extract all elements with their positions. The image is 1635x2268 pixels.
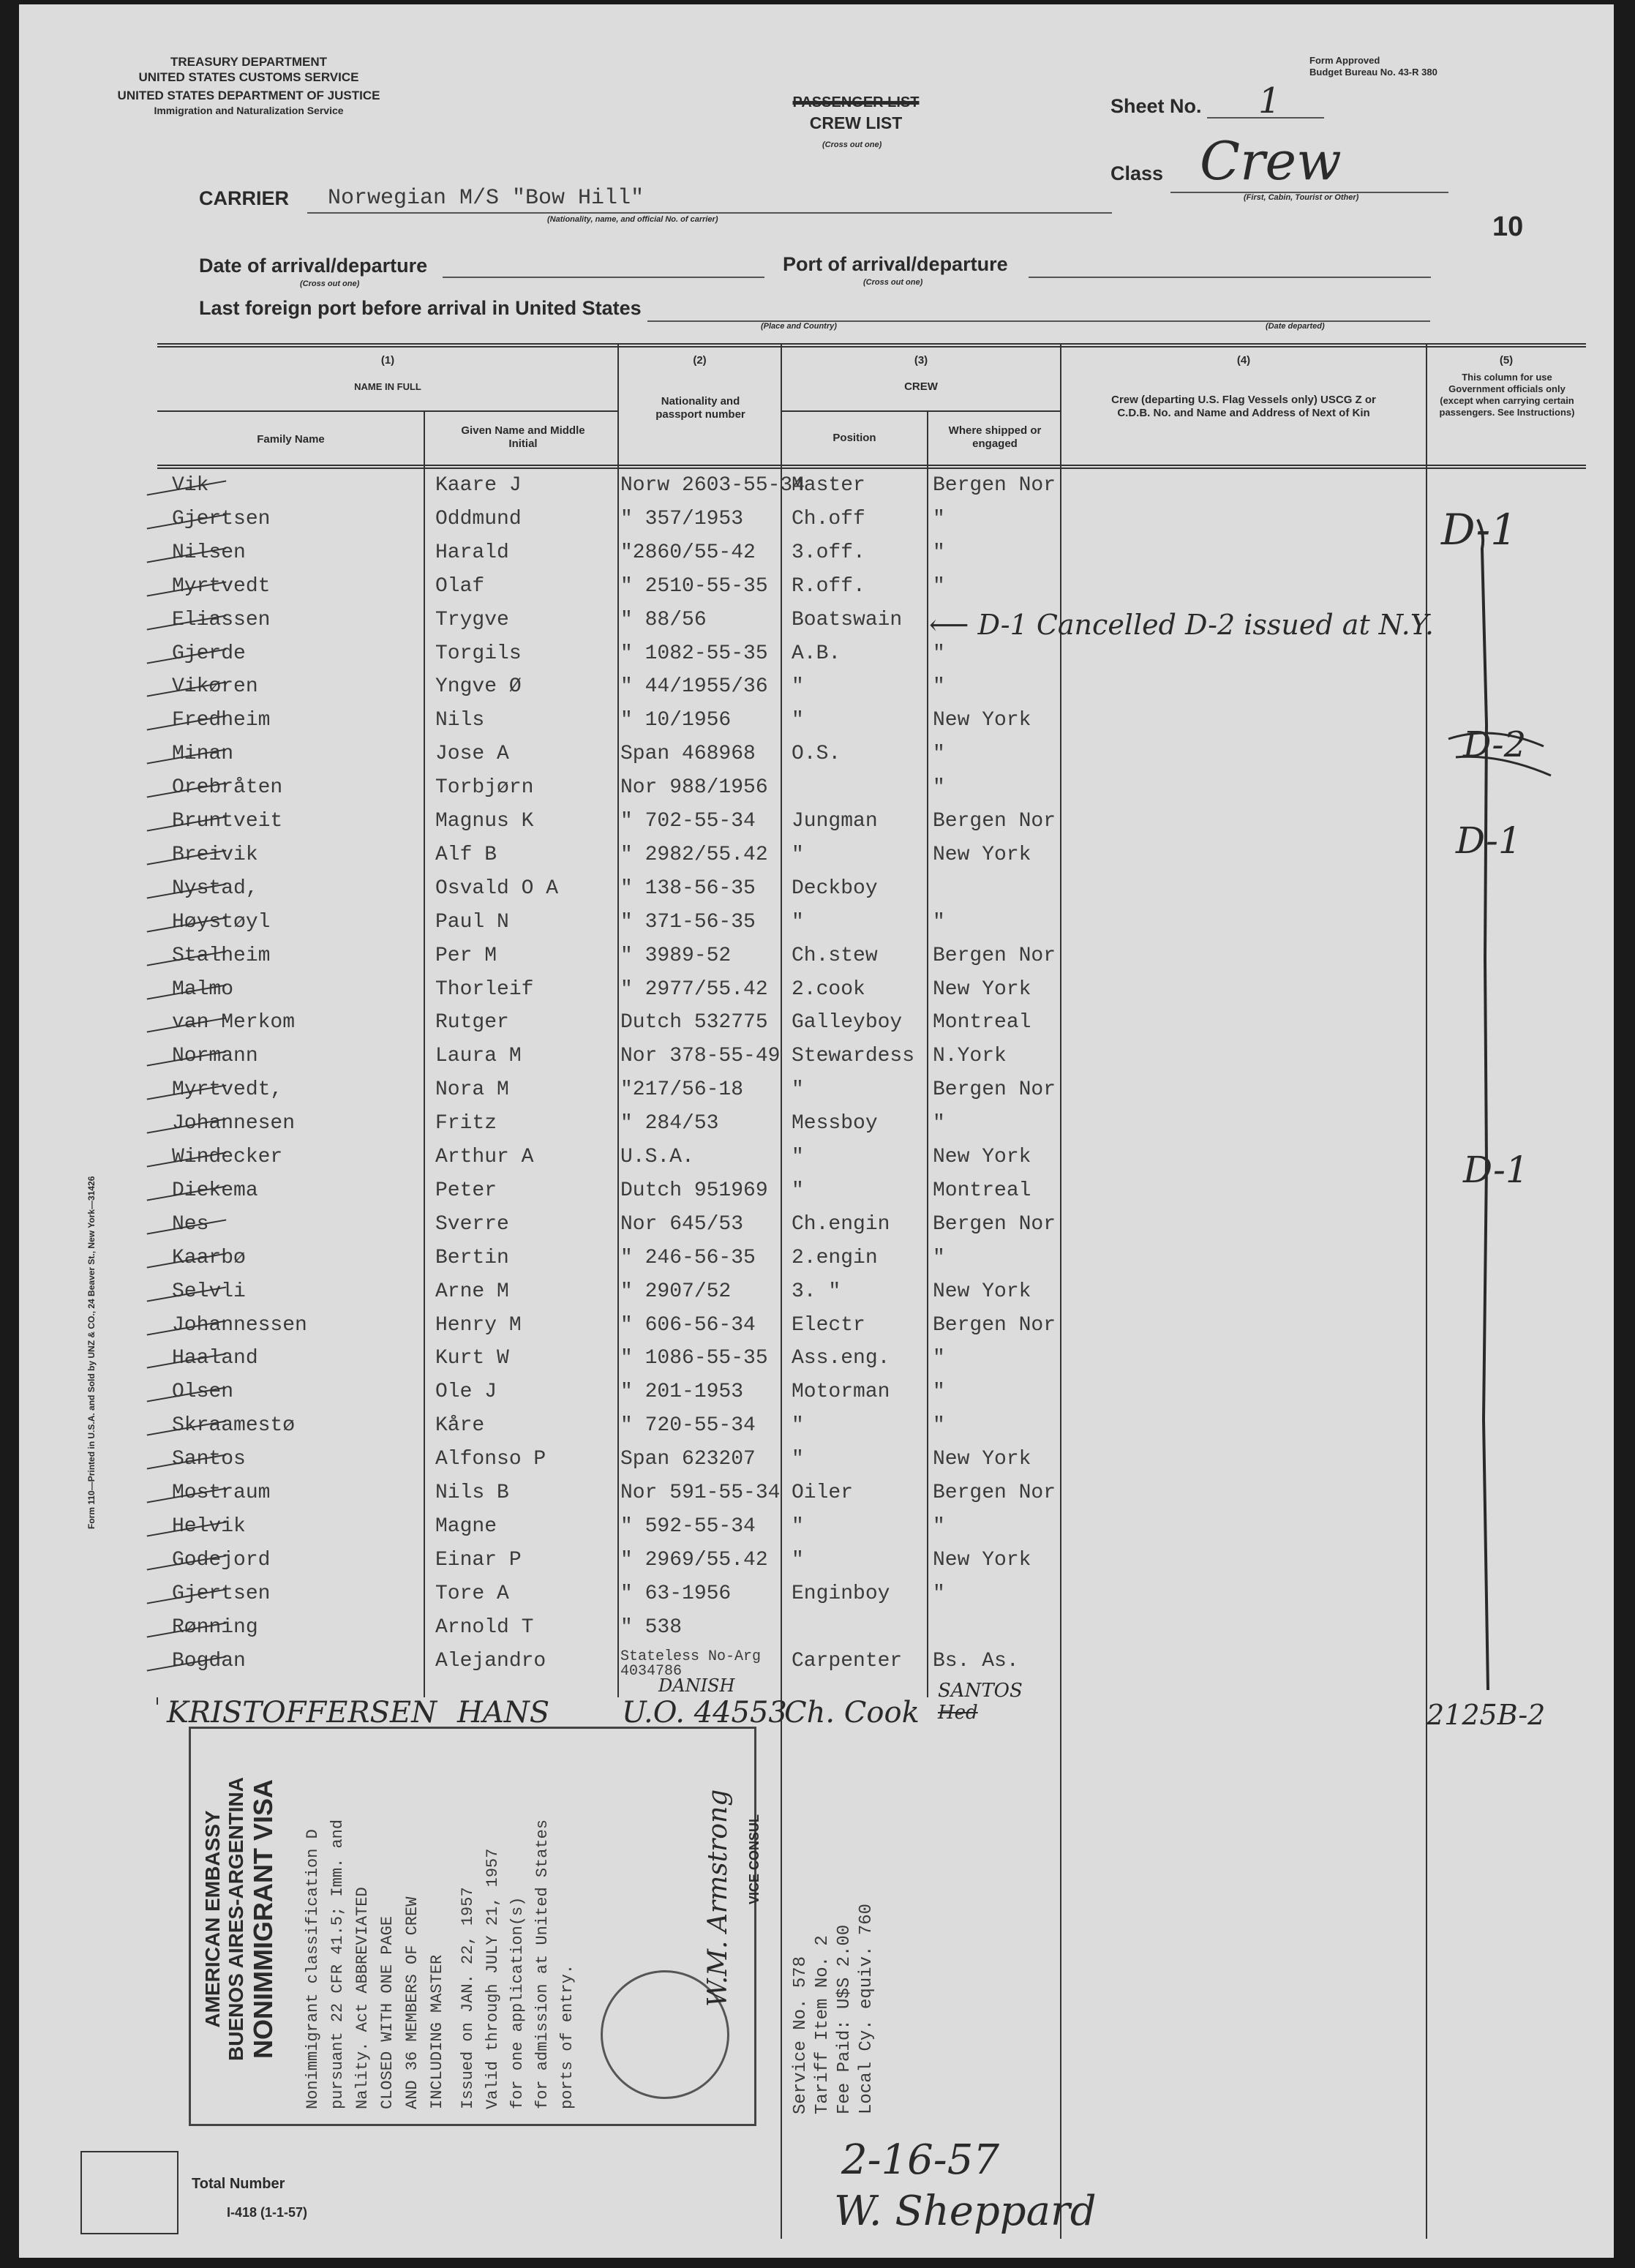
crew-position: Enginboy xyxy=(792,1582,890,1605)
crew-row xyxy=(0,1247,1635,1280)
crew-given-name: Jose A xyxy=(435,743,509,766)
stamp-embassy-3: NONIMMIGRANT VISA xyxy=(248,1779,278,2059)
stamp-valid: Valid through JULY 21, 1957 xyxy=(484,1848,502,2109)
crew-family-name: Gjertsen xyxy=(172,1582,271,1605)
crew-family-name: Johannesen xyxy=(172,1112,296,1135)
crew-family-name: Nes xyxy=(172,1212,209,1236)
stamp-for: for one application(s) xyxy=(508,1896,527,2109)
crew-nationality-passport: " 88/56 xyxy=(620,608,707,631)
crew-row xyxy=(0,1414,1635,1447)
crew-where-shipped: Bergen Nor xyxy=(933,810,1056,833)
crew-row xyxy=(0,1482,1635,1514)
crew-position: " xyxy=(792,1146,804,1168)
crew-nationality-passport: "2860/55-42 xyxy=(620,541,756,564)
crew-row xyxy=(0,1549,1635,1582)
crew-row xyxy=(0,1347,1635,1380)
local-equiv: Local Cy. equiv. 760 xyxy=(857,1903,876,2114)
extra-ship: Hed xyxy=(938,1702,978,1724)
crew-given-name: Oddmund xyxy=(435,507,522,530)
crew-family-name: Fredheim xyxy=(172,709,271,732)
crew-nationality-passport: Nor 591-55-34 xyxy=(620,1482,781,1504)
crew-row xyxy=(0,1213,1635,1246)
stamp-embassy-1: AMERICAN EMBASSY xyxy=(201,1810,224,2028)
crew-family-name: Malmo xyxy=(172,977,234,1001)
sheet-value: 1 xyxy=(1258,80,1281,121)
crew-family-name: Eliassen xyxy=(172,608,271,631)
crew-row xyxy=(0,1381,1635,1413)
form-number: I-418 (1-1-57) xyxy=(227,2205,308,2220)
fee-block xyxy=(790,1904,878,2114)
crew-given-name: Trygve xyxy=(435,608,509,631)
crew-row xyxy=(0,877,1635,910)
crew-given-name: Thorleif xyxy=(435,977,534,1001)
col5-number: (5) xyxy=(1499,354,1514,367)
crew-nationality-passport: "217/56-18 xyxy=(620,1078,744,1102)
crew-position: 3. " xyxy=(792,1280,841,1303)
stamp-line-3: Nality. Act ABBREVIATED xyxy=(353,1887,372,2109)
crew-position: Carpenter xyxy=(792,1649,903,1672)
crew-nationality-passport: Dutch 951969 xyxy=(620,1179,768,1202)
crew-position: Jungman xyxy=(792,810,878,833)
crew-nationality-passport: " 606-56-34 xyxy=(620,1313,756,1337)
crew-row xyxy=(0,1011,1635,1044)
crew-where-shipped: " xyxy=(933,910,945,934)
carrier-value: Norwegian M/S "Bow Hill" xyxy=(328,186,644,211)
crew-row xyxy=(0,508,1635,541)
col3-where: Where shipped or engaged xyxy=(948,424,1042,450)
crew-nationality-passport: " 2510-55-35 xyxy=(620,574,768,598)
col4-number: (4) xyxy=(1236,354,1251,367)
crew-family-name: Normann xyxy=(172,1045,258,1068)
crew-given-name: Magne xyxy=(435,1514,497,1538)
crew-where-shipped: " xyxy=(933,1112,945,1135)
crew-nationality-passport: " 10/1956 xyxy=(620,709,732,732)
crew-row xyxy=(0,1582,1635,1615)
crew-row xyxy=(0,776,1635,809)
crew-where-shipped: New York xyxy=(933,1146,1031,1168)
crew-nationality-passport: Nor 645/53 xyxy=(620,1212,744,1236)
crew-given-name: Tore A xyxy=(435,1582,509,1605)
crew-family-name: Gjerde xyxy=(172,642,246,665)
crew-family-name: Selvli xyxy=(172,1280,246,1303)
d1-mark-a: D-1 xyxy=(1441,505,1518,555)
crew-family-name: Windecker xyxy=(172,1146,283,1168)
crew-family-name: Orebråten xyxy=(172,776,283,800)
col2-title: Nationality and passport number xyxy=(655,395,745,421)
crew-nationality-passport: " 201-1953 xyxy=(620,1381,744,1404)
stamp-line-2: pursuant 22 CFR 41.5; Imm. and xyxy=(328,1819,347,2109)
crew-nationality-passport: Nor 988/1956 xyxy=(620,776,768,800)
crew-family-name: Breivik xyxy=(172,843,258,866)
col3-number: (3) xyxy=(914,354,928,367)
crew-given-name: Yngve Ø xyxy=(435,675,522,699)
crew-nationality-passport: Norw 2603-55-34 xyxy=(620,474,805,497)
crew-family-name: Rønning xyxy=(172,1615,258,1639)
crew-where-shipped: " xyxy=(933,1246,945,1269)
extra-nat: U.O. 44553 xyxy=(622,1696,787,1730)
stamp-embassy-block xyxy=(201,1729,279,2109)
crew-given-name: Kurt W xyxy=(435,1347,509,1370)
tariff-item: Tariff Item No. 2 xyxy=(813,1935,832,2114)
arrival-label: Date of arrival/departure xyxy=(199,255,428,277)
crew-position: Electr xyxy=(792,1313,865,1337)
crew-given-name: Kaare J xyxy=(435,474,522,497)
agency-line-4: Immigration and Naturalization Service xyxy=(154,105,344,116)
crew-given-name: Ole J xyxy=(435,1381,497,1404)
crew-position: " xyxy=(792,709,804,732)
crew-given-name: Laura M xyxy=(435,1045,522,1068)
crew-where-shipped: " xyxy=(933,1347,945,1370)
extra-nat-top: DANISH xyxy=(658,1675,735,1696)
crew-nationality-passport: " 538 xyxy=(620,1615,683,1639)
crew-where-shipped: Bergen Nor xyxy=(933,1212,1056,1236)
form-approved: Form Approved xyxy=(1309,55,1380,66)
total-number-box xyxy=(80,2151,178,2234)
crew-given-name: Harald xyxy=(435,541,509,564)
d2-mark: D-2 xyxy=(1463,724,1527,765)
crew-where-shipped: " xyxy=(933,1381,945,1404)
agency-line-2: UNITED STATES CUSTOMS SERVICE xyxy=(138,70,359,84)
col1-title: NAME IN FULL xyxy=(354,381,421,392)
crew-position: " xyxy=(792,1548,804,1572)
agency-line-1: TREASURY DEPARTMENT xyxy=(170,55,328,69)
crew-given-name: Alfonso P xyxy=(435,1448,546,1471)
crew-position: Boatswain xyxy=(792,608,903,631)
crew-nationality-passport: " 3989-52 xyxy=(620,944,732,967)
crew-row xyxy=(0,1448,1635,1481)
crew-position: Ch.stew xyxy=(792,944,878,967)
crew-nationality-passport: " 702-55-34 xyxy=(620,810,756,833)
stamp-ports: ports of entry. xyxy=(558,1964,576,2109)
crew-where-shipped: Bergen Nor xyxy=(933,944,1056,967)
stamp-admission: for admission at United States xyxy=(533,1819,552,2109)
stamp-line-4: CLOSED WITH ONE PAGE xyxy=(378,1915,396,2109)
service-no: Service No. 578 xyxy=(791,1956,811,2114)
crew-where-shipped: New York xyxy=(933,977,1031,1001)
crew-nationality-passport: " 138-56-35 xyxy=(620,876,756,900)
crew-family-name: Santos xyxy=(172,1448,246,1471)
crew-family-name: Minan xyxy=(172,743,234,766)
col5-title: This column for use Government officials only (except when carrying certain passengers. See Instructions) xyxy=(1439,372,1575,418)
crew-where-shipped: Bergen Nor xyxy=(933,474,1056,497)
col1-family: Family Name xyxy=(257,433,325,446)
col3-title: CREW xyxy=(904,380,938,393)
extra-position: Ch. Cook xyxy=(784,1696,920,1730)
crew-family-name: Vikøren xyxy=(172,675,258,699)
crew-given-name: Alf B xyxy=(435,843,497,866)
crew-position: Ass.eng. xyxy=(792,1347,890,1370)
crew-row xyxy=(0,911,1635,944)
crew-nationality-passport: " 371-56-35 xyxy=(620,910,756,934)
crew-position: Stewardess xyxy=(792,1045,915,1068)
crew-given-name: Olaf xyxy=(435,574,485,598)
crew-row xyxy=(0,844,1635,876)
crew-position: " xyxy=(792,1078,804,1102)
crew-where-shipped: New York xyxy=(933,1280,1031,1303)
crew-where-shipped: Bs. As. xyxy=(933,1649,1019,1672)
crew-family-name: Godejord xyxy=(172,1548,271,1572)
crew-family-name: Skraamestø xyxy=(172,1414,296,1438)
d1-mark-b: D-1 xyxy=(1456,819,1522,862)
sheet-count: 10 xyxy=(1492,211,1524,242)
crew-given-name: Arne M xyxy=(435,1280,509,1303)
crew-family-name: Myrtvedt xyxy=(172,574,271,598)
crew-row xyxy=(0,1179,1635,1212)
crew-row xyxy=(0,474,1635,507)
crew-given-name: Arthur A xyxy=(435,1146,534,1168)
crew-given-name: Peter xyxy=(435,1179,497,1202)
crew-row xyxy=(0,575,1635,608)
crew-nationality-passport: " 592-55-34 xyxy=(620,1514,756,1538)
col3-position: Position xyxy=(832,432,876,444)
class-note: (First, Cabin, Tourist or Other) xyxy=(1244,193,1359,202)
crew-given-name: Kåre xyxy=(435,1414,485,1438)
consul-title: VICE CONSUL xyxy=(747,1814,762,1904)
crew-family-name: Bruntveit xyxy=(172,810,283,833)
crew-family-name: Høystøyl xyxy=(172,910,271,934)
crew-where-shipped: Montreal xyxy=(933,1011,1031,1035)
crew-row xyxy=(0,1314,1635,1347)
total-label: Total Number xyxy=(192,2176,285,2192)
agency-line-3: UNITED STATES DEPARTMENT OF JUSTICE xyxy=(117,89,380,102)
crew-position: Ch.engin xyxy=(792,1212,890,1236)
crew-nationality-passport: " 2982/55.42 xyxy=(620,843,768,866)
crew-family-name: Stalheim xyxy=(172,944,271,967)
place-note: (Place and Country) xyxy=(761,322,837,331)
stamp-embassy-2: BUENOS AIRES-ARGENTINA xyxy=(225,1777,247,2061)
crew-where-shipped: " xyxy=(933,642,945,665)
crew-nationality-passport: " 2977/55.42 xyxy=(620,977,768,1001)
extra-col5: 2125B-2 xyxy=(1427,1699,1546,1731)
crew-nationality-passport: " 1086-55-35 xyxy=(620,1347,768,1370)
crew-nationality-passport: " 1082-55-35 xyxy=(620,642,768,665)
crew-given-name: Sverre xyxy=(435,1212,509,1236)
stamp-line-1: Nonimmigrant classification D xyxy=(304,1829,322,2109)
crew-nationality-passport: Dutch 532775 xyxy=(620,1011,768,1035)
crew-nationality-passport: " 2969/55.42 xyxy=(620,1548,768,1572)
crew-where-shipped: " xyxy=(933,743,945,766)
crew-row xyxy=(0,1616,1635,1649)
crew-family-name: Nilsen xyxy=(172,541,246,564)
crew-where-shipped: New York xyxy=(933,1548,1031,1572)
port-label: Port of arrival/departure xyxy=(783,253,1008,275)
stamp-line-6: INCLUDING MASTER xyxy=(428,1954,446,2109)
crew-row xyxy=(0,743,1635,776)
carrier-label: CARRIER xyxy=(199,187,290,209)
col1-given: Given Name and Middle Initial xyxy=(461,424,585,450)
crew-given-name: Nils xyxy=(435,709,485,732)
crew-nationality-passport: " 2907/52 xyxy=(620,1280,732,1303)
crew-where-shipped: Bergen Nor xyxy=(933,1482,1056,1504)
crew-nationality-passport: " 720-55-34 xyxy=(620,1414,756,1438)
crew-row xyxy=(0,709,1635,742)
crew-nationality-passport: Nor 378-55-49 xyxy=(620,1045,781,1068)
col1-number: (1) xyxy=(380,354,395,367)
crew-position: Messboy xyxy=(792,1112,878,1135)
crew-nationality-passport: Span 623207 xyxy=(620,1448,756,1471)
side-print: Form 110—Printed in U.S.A. and Sold by UNZ & CO., 24 Beaver St., New York—31426 xyxy=(86,1176,97,1529)
crew-nationality-passport: " 357/1953 xyxy=(620,507,744,530)
budget-bureau: Budget Bureau No. 43-R 380 xyxy=(1309,67,1437,78)
crew-position: Galleyboy xyxy=(792,1011,903,1035)
crew-row xyxy=(0,1078,1635,1111)
crew-position: 3.off. xyxy=(792,541,865,564)
sheet-label: Sheet No. xyxy=(1110,95,1202,117)
crew-position: Deckboy xyxy=(792,876,878,900)
fee-paid: Fee Paid: U$S 2.00 xyxy=(835,1924,854,2114)
crew-position: Ch.off xyxy=(792,507,865,530)
crew-given-name: Torgils xyxy=(435,642,522,665)
crew-where-shipped: Bergen Nor xyxy=(933,1078,1056,1102)
crew-row xyxy=(0,1146,1635,1179)
crew-where-shipped: " xyxy=(933,574,945,598)
crew-position: " xyxy=(792,910,804,934)
crew-row xyxy=(0,541,1635,574)
crew-given-name: Torbjørn xyxy=(435,776,534,800)
crew-position: R.off. xyxy=(792,574,865,598)
footer-signature: W. Sheppard xyxy=(834,2188,1097,2235)
crew-given-name: Fritz xyxy=(435,1112,497,1135)
crew-family-name: Helvik xyxy=(172,1514,246,1538)
visa-stamp xyxy=(189,1727,762,2126)
crew-position: Oiler xyxy=(792,1482,854,1504)
crew-given-name: Arnold T xyxy=(435,1615,534,1639)
crew-position: 2.cook xyxy=(792,977,865,1001)
crew-nationality-passport: " 63-1956 xyxy=(620,1582,732,1605)
crew-family-name: Mostraum xyxy=(172,1482,271,1504)
crew-family-name: Nystad, xyxy=(172,876,258,900)
arrival-note: (Cross out one) xyxy=(300,279,360,288)
crew-row xyxy=(0,675,1635,708)
crew-where-shipped: New York xyxy=(933,843,1031,866)
crew-position: " xyxy=(792,1448,804,1471)
crew-given-name: Magnus K xyxy=(435,810,534,833)
class-label: Class xyxy=(1110,162,1164,184)
crew-position: A.B. xyxy=(792,642,841,665)
crew-position: " xyxy=(792,1414,804,1438)
boatswain-note xyxy=(929,609,1434,641)
crew-given-name: Paul N xyxy=(435,910,509,934)
crew-position: " xyxy=(792,675,804,699)
crew-row xyxy=(0,945,1635,977)
passenger-list-crossed: PASSENGER LIST xyxy=(792,94,920,110)
crew-where-shipped: " xyxy=(933,541,945,564)
crew-where-shipped: " xyxy=(933,1414,945,1438)
crew-family-name: Olsen xyxy=(172,1381,234,1404)
last-port-label: Last foreign port before arrival in United States xyxy=(199,297,642,319)
crew-position: O.S. xyxy=(792,743,841,766)
crew-family-name: Gjertsen xyxy=(172,507,271,530)
stamp-issued: Issued on JAN. 22, 1957 xyxy=(459,1887,477,2109)
crew-position: " xyxy=(792,843,804,866)
crew-row xyxy=(0,1045,1635,1078)
crew-given-name: Bertin xyxy=(435,1246,509,1269)
crew-row xyxy=(0,1280,1635,1313)
extra-ship-top: SANTOS xyxy=(938,1680,1023,1702)
crew-where-shipped: " xyxy=(933,1582,945,1605)
crew-given-name: Nora M xyxy=(435,1078,509,1102)
crew-family-name: Bogdan xyxy=(172,1649,246,1672)
crew-where-shipped: New York xyxy=(933,709,1031,732)
crew-family-name: Haaland xyxy=(172,1347,258,1370)
crew-where-shipped: " xyxy=(933,507,945,530)
crew-given-name: Einar P xyxy=(435,1548,522,1572)
crew-family-name: Johannessen xyxy=(172,1313,307,1337)
crew-position: " xyxy=(792,1514,804,1538)
crew-family-name: Myrtvedt, xyxy=(172,1078,283,1102)
port-note: (Cross out one) xyxy=(863,278,923,287)
crew-where-shipped: " xyxy=(933,776,945,800)
footer-date: 2-16-57 xyxy=(841,2136,999,2184)
col4-title: Crew (departing U.S. Flag Vessels only) USCG Z or C.D.B. No. and Name and Address of Next of Kin xyxy=(1111,394,1376,419)
crew-position: " xyxy=(792,1179,804,1202)
crew-where-shipped: Montreal xyxy=(933,1179,1031,1202)
crew-row xyxy=(0,978,1635,1011)
crew-given-name: Osvald O A xyxy=(435,876,559,900)
extra-given: HANS xyxy=(457,1696,550,1730)
crew-position: Motorman xyxy=(792,1381,890,1404)
crew-where-shipped: Bergen Nor xyxy=(933,1313,1056,1337)
crew-given-name: Rutger xyxy=(435,1011,509,1035)
bracket-line xyxy=(1434,505,1580,1705)
crew-row xyxy=(0,1112,1635,1145)
crew-given-name: Nils B xyxy=(435,1482,509,1504)
crew-family-name: Vik xyxy=(172,474,209,497)
crew-nationality-passport: " 44/1955/36 xyxy=(620,675,768,699)
crew-where-shipped: New York xyxy=(933,1448,1031,1471)
crew-nationality-passport: " 284/53 xyxy=(620,1112,719,1135)
crew-nationality-passport: " 246-56-35 xyxy=(620,1246,756,1269)
date-departed-note: (Date departed) xyxy=(1266,322,1325,331)
crew-given-name: Henry M xyxy=(435,1313,522,1337)
crew-given-name: Per M xyxy=(435,944,497,967)
crew-given-name: Alejandro xyxy=(435,1649,546,1672)
left-arrow-icon: ⟵ xyxy=(929,609,978,641)
crew-where-shipped: N.York xyxy=(933,1045,1007,1068)
col2-number: (2) xyxy=(693,354,707,367)
crew-family-name: van Merkom xyxy=(172,1011,296,1035)
crew-list-title: CREW LIST xyxy=(809,113,903,132)
carrier-note: (Nationality, name, and official No. of carrier) xyxy=(547,215,718,224)
crew-row xyxy=(0,1515,1635,1548)
crew-nationality-passport: Stateless No-Arg 4034786 xyxy=(620,1648,762,1680)
crew-nationality-passport: Span 468968 xyxy=(620,743,756,766)
crew-family-name: Diekema xyxy=(172,1179,258,1202)
crew-where-shipped: " xyxy=(933,675,945,699)
crew-position: 2.engin xyxy=(792,1246,878,1269)
stamp-details xyxy=(301,1729,580,2109)
boatswain-note-text: D-1 Cancelled D-2 issued at N.Y. xyxy=(977,609,1434,641)
cross-out-note: (Cross out one) xyxy=(822,140,882,149)
crew-nationality-passport: U.S.A. xyxy=(620,1146,694,1168)
crew-row xyxy=(0,1650,1635,1683)
crew-family-name: Kaarbø xyxy=(172,1246,246,1269)
crew-position: Master xyxy=(792,474,865,497)
class-value: Crew xyxy=(1200,130,1342,192)
crew-row xyxy=(0,810,1635,843)
crew-row xyxy=(0,642,1635,675)
extra-family: KRISTOFFERSEN xyxy=(167,1696,437,1730)
consul-signature: W.M. Armstrong xyxy=(703,1789,733,2007)
crew-where-shipped: " xyxy=(933,1514,945,1538)
d1-mark-c: D-1 xyxy=(1463,1149,1529,1191)
stamp-line-5: AND 36 MEMBERS OF CREW xyxy=(403,1896,421,2109)
